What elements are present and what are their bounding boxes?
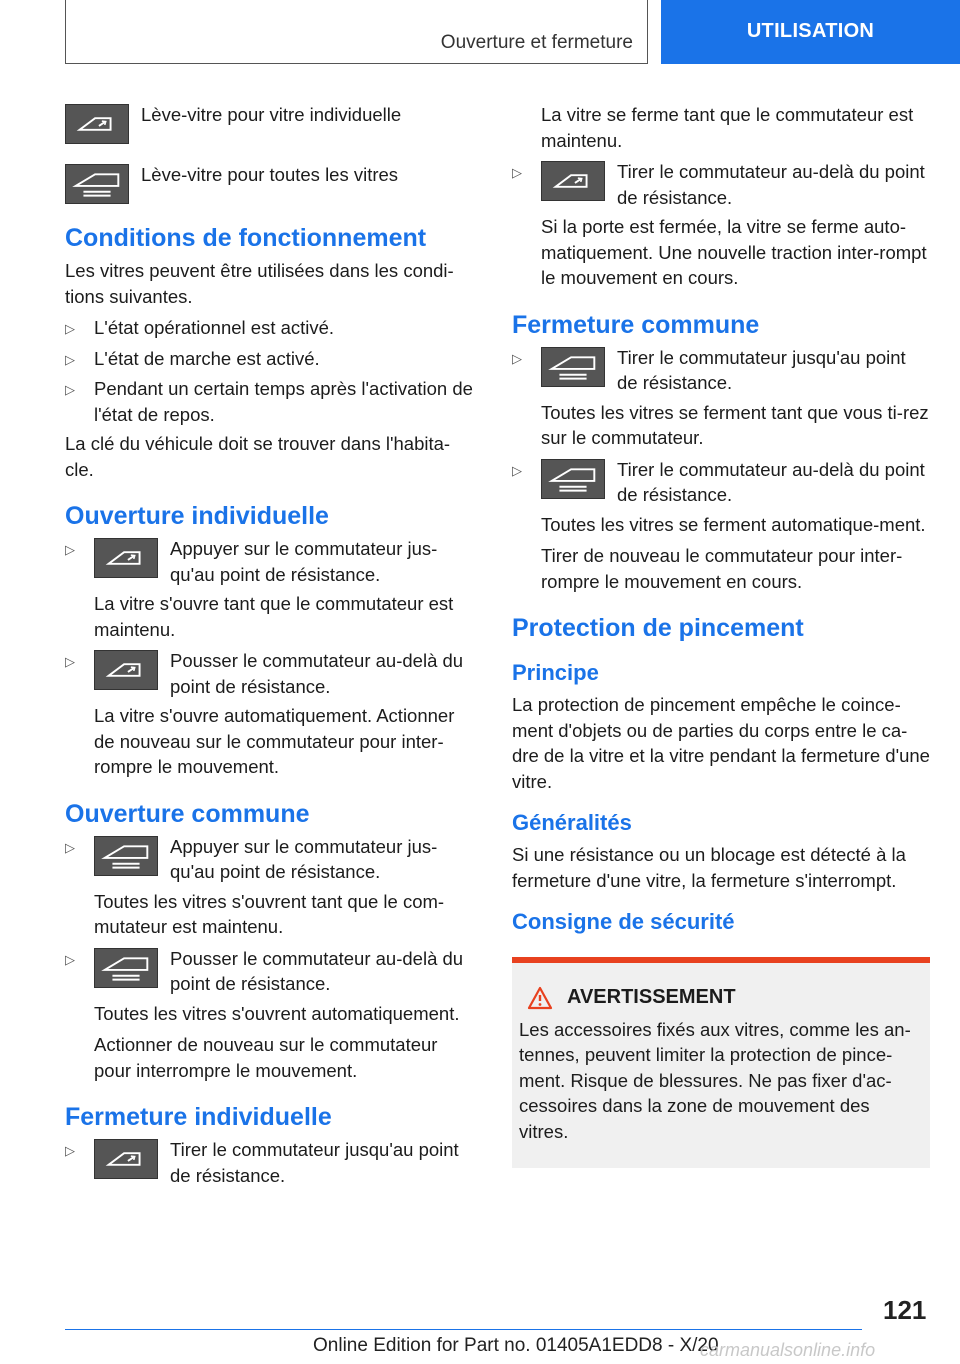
header-frame: [65, 0, 648, 64]
single-window-switch-icon: [65, 104, 129, 144]
section-title-conditions: Conditions de fonctionnement: [65, 224, 427, 252]
list-item-text: L'état de marche est activé.: [94, 347, 320, 369]
bullet-triangle-icon: ▷: [65, 654, 75, 669]
section-title-protection: Protection de pincement: [512, 614, 804, 642]
warning-box: [512, 957, 930, 1168]
list-item: [512, 457, 930, 508]
bullet-triangle-icon: ▷: [512, 350, 522, 366]
paragraph: La protection de pincement empêche le coince-ment d'objets ou de parties du corps entre le ca-dre de la vitre et la vitre pendant la fermeture d'une vitre.: [512, 694, 930, 792]
page-number: 121: [883, 1295, 927, 1325]
bullet-triangle-icon: ▷: [65, 321, 75, 336]
paragraph: Si une résistance ou un blocage est détecté à la fermeture d'une vitre, la fermeture s'interrompt.: [512, 844, 906, 891]
list-item-text: Pendant un certain temps après l'activation de l'état de repos.: [94, 378, 473, 425]
single-window-switch-icon: [94, 1139, 158, 1179]
paragraph: La vitre s'ouvre tant que le commutateur est maintenu.: [94, 593, 454, 640]
list-item-text: Tirer le commutateur jusqu'au point de résistance.: [617, 346, 906, 393]
list-item: [65, 315, 477, 342]
bullet-triangle-icon: ▷: [512, 165, 522, 180]
single-window-switch-icon: [94, 650, 158, 690]
all-windows-switch-icon: [94, 948, 158, 988]
footer-edition: Online Edition for Part no. 01405A1EDD8 - X/20: [313, 1335, 719, 1356]
intro-single-window: [65, 102, 477, 144]
intro-all-windows: [65, 162, 477, 204]
section-tab[interactable]: UTILISATION: [661, 0, 960, 64]
intro-text: Lève-vitre pour toutes les vitres: [141, 164, 399, 185]
warning-triangle-icon: [527, 986, 553, 1010]
left-column: [65, 102, 477, 1192]
single-window-switch-icon: [541, 161, 605, 201]
subsection-title-generalites: Généralités: [512, 810, 632, 835]
subsection-title-principe: Principe: [512, 660, 599, 685]
right-column: [512, 102, 930, 1168]
paragraph: Toutes les vitres s'ouvrent automatiquement.: [94, 1002, 460, 1024]
list-item-text: Pousser le commutateur au-delà du point de résistance.: [170, 947, 464, 994]
subsection-title-safety: Consigne de sécurité: [512, 909, 735, 934]
list-item-text: Tirer le commutateur au-delà du point de résistance.: [617, 458, 925, 505]
all-windows-switch-icon: [541, 459, 605, 499]
list-item-text: Appuyer sur le commutateur jus-qu'au point de résistance.: [170, 538, 438, 585]
list-item-text: L'état opérationnel est activé.: [94, 317, 335, 338]
list-item: [65, 648, 477, 699]
paragraph: Tirer de nouveau le commutateur pour inter-rompre le mouvement en cours.: [541, 545, 903, 592]
list-item-text: Appuyer sur le commutateur jus-qu'au point de résistance.: [170, 835, 438, 882]
bullet-triangle-icon: ▷: [65, 951, 75, 967]
section-title-fermeture-commune: Fermeture commune: [512, 310, 760, 339]
paragraph: Les vitres peuvent être utilisées dans les condi-tions suivantes.: [65, 260, 454, 307]
bullet-triangle-icon: ▷: [65, 839, 75, 855]
list-item-text: Pousser le commutateur au-delà du point de résistance.: [170, 650, 464, 697]
list-item: [65, 946, 477, 997]
warning-title: AVERTISSEMENT: [567, 986, 736, 1008]
paragraph: Toutes les vitres s'ouvrent tant que le com-mutateur est maintenu.: [94, 890, 445, 937]
list-item: [65, 376, 477, 427]
bullet-triangle-icon: ▷: [65, 351, 75, 367]
bullet-triangle-icon: ▷: [512, 462, 522, 478]
bullet-triangle-icon: ▷: [65, 1143, 75, 1158]
single-window-switch-icon: [94, 538, 158, 578]
list-item-text: Tirer le commutateur au-delà du point de résistance.: [617, 161, 925, 208]
bullet-triangle-icon: ▷: [65, 542, 75, 557]
section-title-ouverture-commune: Ouverture commune: [65, 799, 310, 828]
list-item: [512, 345, 930, 396]
paragraph: La clé du véhicule doit se trouver dans l'habita-cle.: [65, 433, 451, 480]
intro-text: Lève-vitre pour vitre individuelle: [141, 104, 402, 125]
list-item: [65, 1137, 477, 1188]
bullet-triangle-icon: ▷: [65, 382, 75, 397]
warning-text: Les accessoires fixés aux vitres, comme les an-tennes, peuvent limiter la protection de pince-ment. Risque de blessures. Ne pas fixer d'ac-cessoires dans la zone de mouvement des vitres.: [519, 1018, 911, 1142]
paragraph: Actionner de nouveau sur le commutateur pour interrompre le mouvement.: [94, 1034, 438, 1081]
list-item: [65, 346, 477, 373]
paragraph: La vitre se ferme tant que le commutateur est maintenu.: [541, 104, 914, 151]
all-windows-switch-icon: [94, 836, 158, 876]
list-item: [65, 834, 477, 885]
paragraph: Toutes les vitres se ferment tant que vous ti-rez sur le commutateur.: [541, 401, 929, 448]
paragraph: Si la porte est fermée, la vitre se ferme auto-matiquement. Une nouvelle traction inter-rompt le mouvement en cours.: [541, 216, 927, 288]
section-title-ouverture-individuelle: Ouverture individuelle: [65, 502, 329, 530]
list-item-text: Tirer le commutateur jusqu'au point de résistance.: [170, 1139, 459, 1186]
paragraph: La vitre s'ouvre automatiquement. Actionner de nouveau sur le commutateur pour inter-rompre le mouvement.: [94, 705, 455, 777]
list-item: [65, 536, 477, 587]
all-windows-switch-icon: [541, 347, 605, 387]
footer-divider: [65, 1329, 862, 1330]
list-item: [512, 159, 930, 210]
warning-header: [519, 985, 922, 1011]
all-windows-switch-icon: [65, 164, 129, 204]
watermark: carmanualsonline.info: [700, 1340, 876, 1360]
header-title: Ouverture et fermeture: [440, 32, 633, 53]
paragraph: Toutes les vitres se ferment automatique-ment.: [541, 513, 926, 535]
section-title-fermeture-individuelle: Fermeture individuelle: [65, 1103, 332, 1131]
